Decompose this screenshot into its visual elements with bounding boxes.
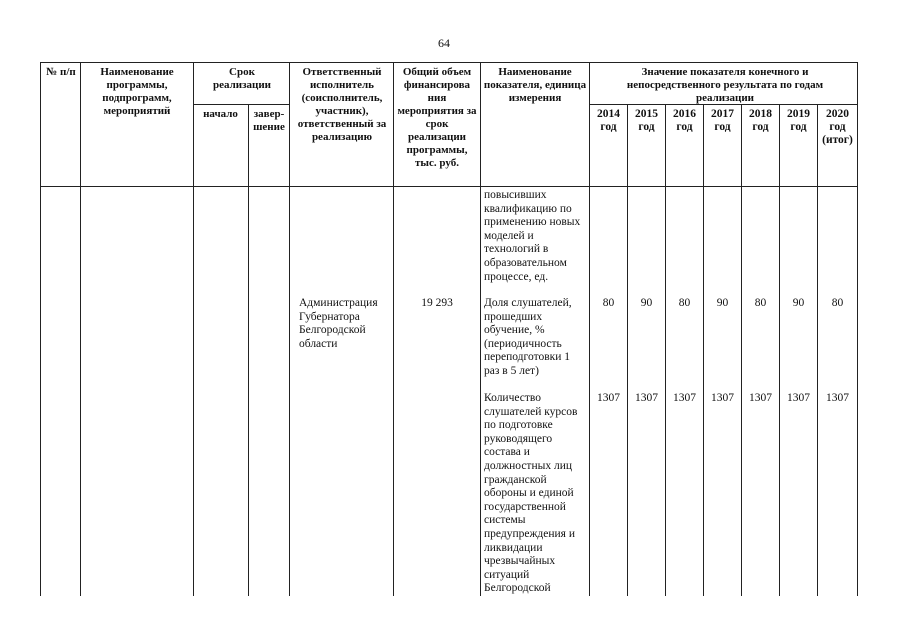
value-2-2015: 1307 [635,392,658,404]
header-term: Срок реализации [212,66,272,91]
header-year-2017: 2017 год [711,108,734,133]
value-1-2020: 80 [831,297,844,309]
indicator-continued-text: повысивших квалификацию по применению новых моделей и технологий в образовательном процессе, ед. [484,189,581,283]
header-year-2018: 2018 год [749,108,772,133]
funding-value: 19 293 [421,297,453,309]
col-divider-2019 [779,104,780,596]
term-header-divider [193,104,289,105]
header-number: № п/п [46,66,76,78]
col-divider-2017 [703,104,704,596]
value-1-2017: 90 [716,297,729,309]
value-1-2018: 80 [754,297,767,309]
value-1-2014: 80 [602,297,615,309]
header-term-end: завер-шение [253,108,285,133]
col-divider-name [80,62,81,596]
col-divider-term [193,62,194,596]
header-year-2015: 2015 год [635,108,658,133]
executor-text: Администрация Губернатора Белгородской области [299,297,378,350]
value-1-2015: 90 [640,297,653,309]
value-2-2018: 1307 [749,392,772,404]
value-2-2017: 1307 [711,392,734,404]
header-year-2020: 2020 год (итог) [822,108,853,146]
col-divider-2020 [817,104,818,596]
header-term-start: начало [203,108,238,120]
indicator-2-text: Количество слушателей курсов по подготовке руководящего состава и должностных лиц гражданской обороны и единой государственной системы предупреждения и ликвидации чрезвычайных ситуаций Белгородской [484,392,578,595]
col-divider-values [589,62,590,596]
header-values: Значение показателя конечного и непосредственного результата по годам реализации [626,66,824,104]
table-top-border [40,62,858,63]
col-divider-funding [393,62,394,596]
col-divider-2015 [627,104,628,596]
value-2-2016: 1307 [673,392,696,404]
page-number: 64 [438,36,450,50]
value-2-2019: 1307 [787,392,810,404]
value-1-2016: 80 [678,297,691,309]
value-1-2019: 90 [792,297,805,309]
value-2-2020: 1307 [826,392,849,404]
header-program-name: Наименование программы, подпрограмм, мероприятий [100,66,174,117]
value-2-2014: 1307 [597,392,620,404]
col-divider-2016 [665,104,666,596]
indicator-1-text: Доля слушателей, прошедших обучение, % (периодичность переподготовки 1 раз в 5 лет) [484,297,572,377]
header-year-2014: 2014 год [597,108,620,133]
table-right-border [857,62,858,596]
table-left-border [40,62,41,596]
col-divider-executor [289,62,290,596]
header-bottom-border [40,186,858,187]
header-year-2019: 2019 год [787,108,810,133]
header-indicator: Наименование показателя, единица измерения [483,66,587,104]
header-funding: Общий объем финансирова ния мероприятия за срок реализации программы, тыс. руб. [397,66,477,169]
col-divider-indicator [480,62,481,596]
col-divider-term-end [248,104,249,596]
results-table [40,62,858,596]
header-executor: Ответственный исполнитель (соисполнитель, участник), ответственный за реализацию [297,66,387,143]
col-divider-2018 [741,104,742,596]
header-year-2016: 2016 год [673,108,696,133]
